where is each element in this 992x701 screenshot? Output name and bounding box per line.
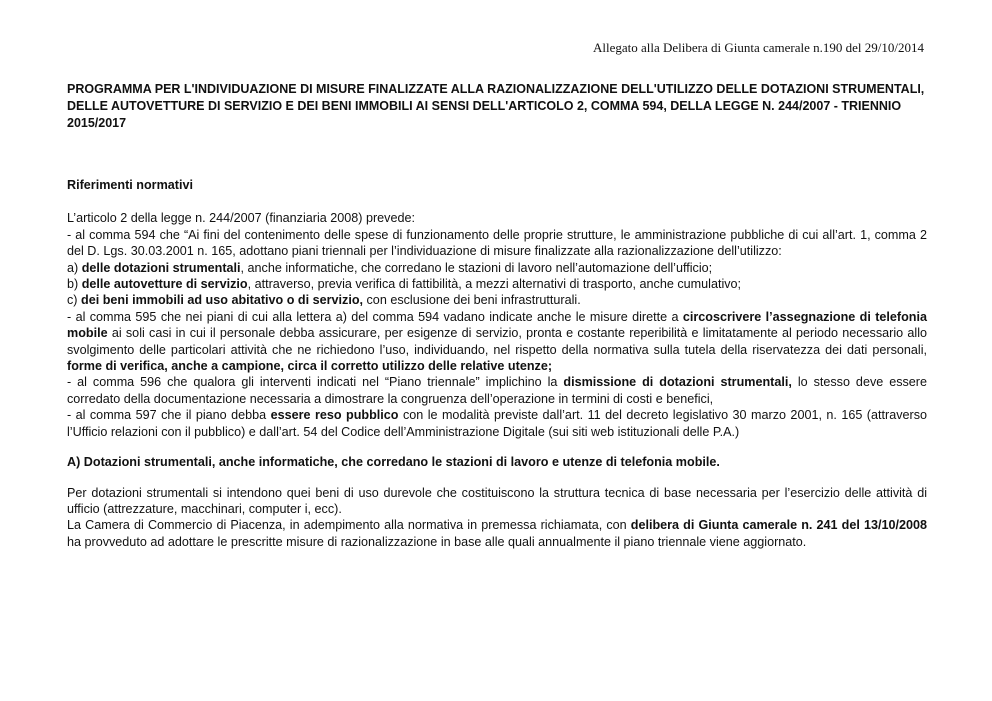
section-a-paragraph-1: Per dotazioni strumentali si intendono quei beni di uso durevole che costituiscono la struttura tecnica di base necessaria per l’esercizio delle attività di ufficio (attrezzature, macchinari, computer i, ecc).: [67, 485, 927, 516]
list-item-a: a) delle dotazioni strumentali, anche informatiche, che corredano le stazioni di lavoro nell’automazione dell’ufficio;: [67, 260, 713, 275]
comma-594-paragraph: - al comma 594 che “Ai fini del contenimento delle spese di funzionamento delle proprie strutture, le amministrazione pubbliche di cui all’art. 1, comma 2 del D. Lgs. 30.03.2001 n. 165, adottano piani triennali per l’individuazione di misure finalizzate alla razionalizzazione dell’utilizzo:: [67, 227, 927, 259]
comma-597-paragraph: - al comma 597 che il piano debba essere reso pubblico con le modalità previste dall’art. 11 del decreto legislativo 30 marzo 2001, n. 165 (attraverso l’Ufficio relazioni con il pubblico) e dall’art. 54 del Codice dell’Amministrazione Digitale (sui siti web istituzionali delle P.A.): [67, 408, 927, 439]
list-item-b: b) delle autovetture di servizio, attraverso, previa verifica di fattibilità, a mezzi alternativi di trasporto, anche cumulativo;: [67, 277, 742, 292]
document-title: PROGRAMMA PER L'INDIVIDUAZIONE DI MISURE FINALIZZATE ALLA RAZIONALIZZAZIONE DELL'UTILIZZO DELLE DOTAZIONI STRUMENTALI, DELLE AUTOVETTURE DI SERVIZIO E DEI BENI IMMOBILI AI SENSI DELL'ARTICOLO 2, COMMA 594, DELLA LEGGE N. 244/2007 - TRIENNIO 2015/2017: [67, 82, 925, 130]
section-a-heading: A) Dotazioni strumentali, anche informatiche, che corredano le stazioni di lavoro e utenze di telefonia mobile.: [67, 455, 720, 470]
comma-596-paragraph: - al comma 596 che qualora gli interventi indicati nel “Piano triennale” implichino la dismissione di dotazioni strumentali, lo stesso deve essere corredato della documentazione necessaria a dimostrare la congruenza dell’operazione in termini di costi e benefici,: [67, 375, 927, 406]
riferimenti-intro: L’articolo 2 della legge n. 244/2007 (finanziaria 2008) prevede:: [67, 211, 415, 226]
document-body: [67, 177, 927, 550]
comma-595-paragraph: - al comma 595 che nei piani di cui alla lettera a) del comma 594 vadano indicate anche le misure dirette a circoscrivere l’assegnazione di telefonia mobile ai soli casi in cui il personale debba assicurare, per esigenze di servizio, pronta e costante reperibilità e limitatamente al periodo necessario allo svolgimento delle particolari attività che ne richiedono l’uso, individuando, nel rispetto della normativa sulla tutela della riservatezza dei dati personali, forme di verifica, anche a campione, circa il corretto utilizzo delle relative utenze;: [67, 309, 928, 374]
list-item-c: c) dei beni immobili ad uso abitativo o di servizio, con esclusione dei beni infrastrutturali.: [67, 293, 581, 308]
section-a-paragraph-2: La Camera di Commercio di Piacenza, in adempimento alla normativa in premessa richiamata, con delibera di Giunta camerale n. 241 del 13/10/2008 ha provveduto ad adottare le prescritte misure di razionalizzazione in base alle quali annualmente il piano triennale viene aggiornato.: [67, 518, 927, 549]
riferimenti-heading: Riferimenti normativi: [67, 178, 193, 192]
header-note: Allegato alla Delibera di Giunta camerale n.190 del 29/10/2014: [592, 40, 924, 55]
